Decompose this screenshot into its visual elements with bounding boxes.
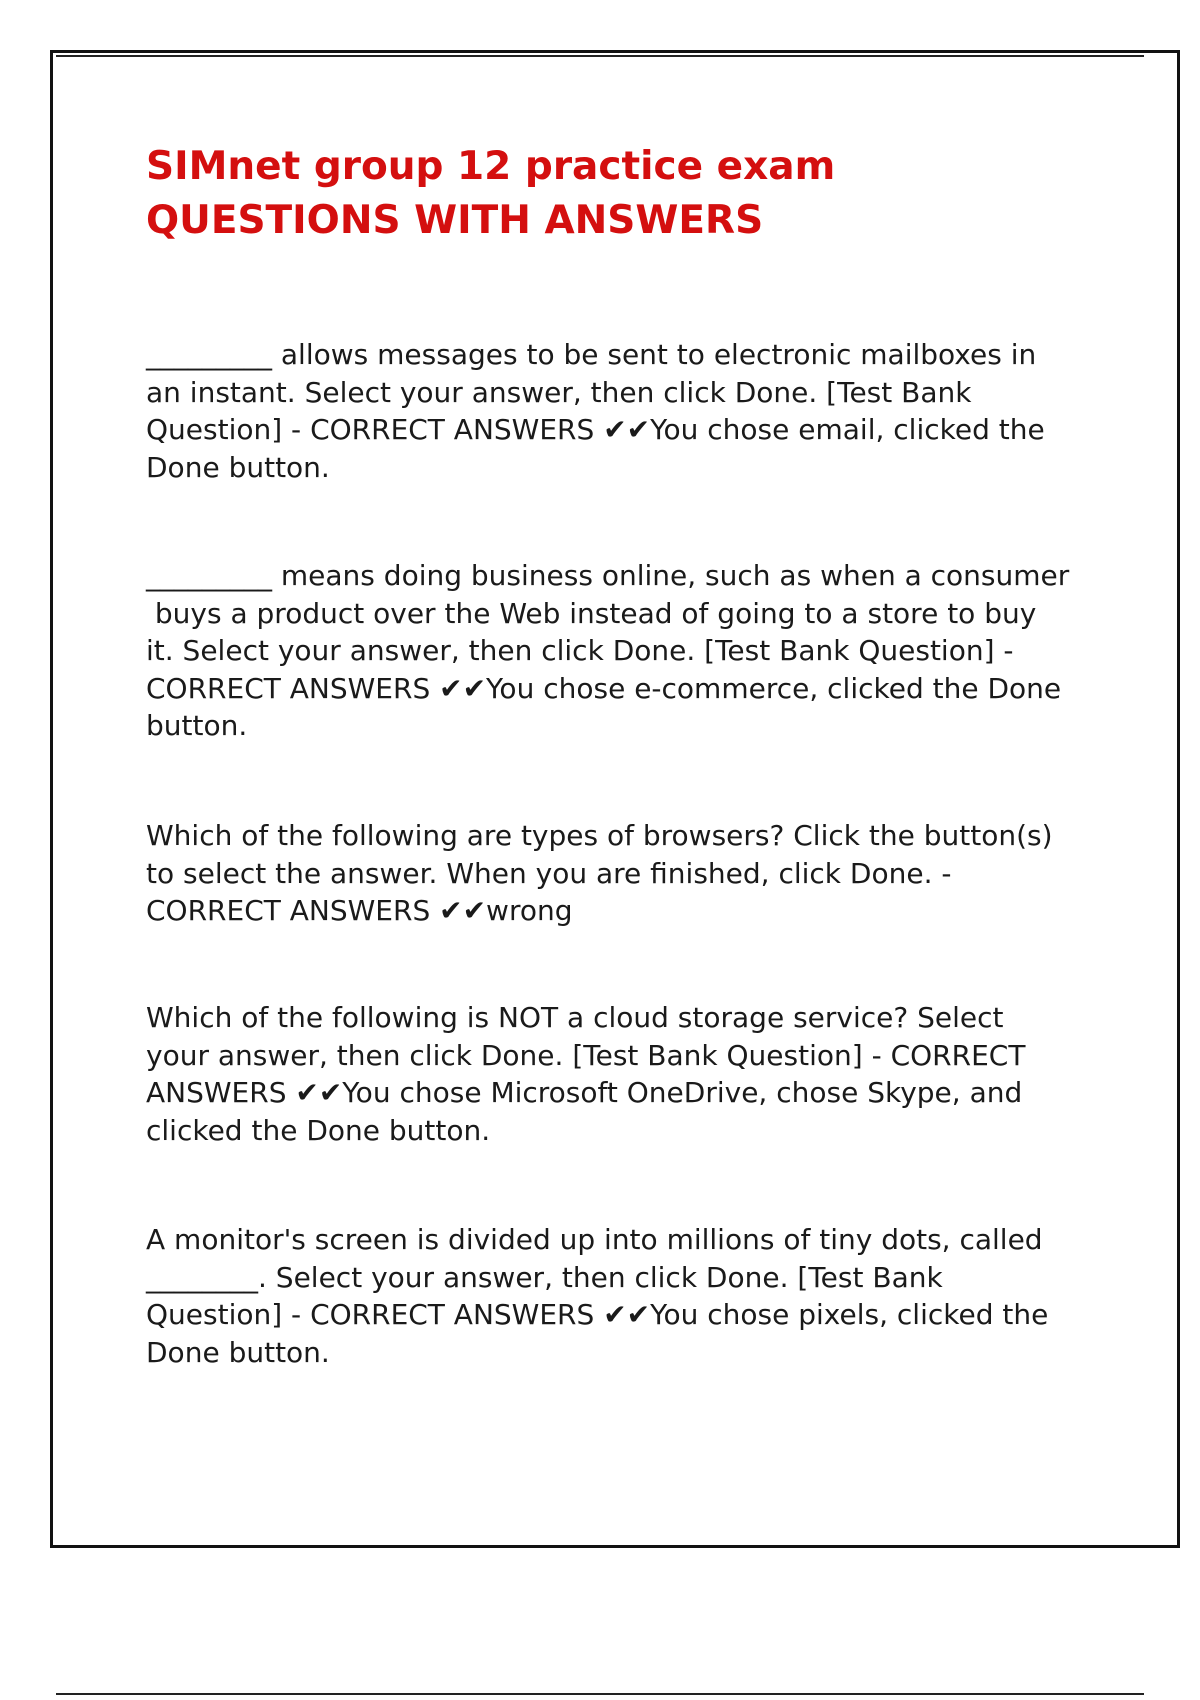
header-rule: [56, 55, 1144, 57]
qa-line: Done button.: [146, 1335, 330, 1369]
title-line: QUESTIONS WITH ANSWERS: [146, 198, 764, 243]
qa-line: CORRECT ANSWERS ✔✔You chose e-commerce, clicked the Done: [146, 671, 1062, 705]
qa-line: it. Select your answer, then click Done. [Test Bank Question] -: [146, 634, 1014, 667]
qa-line: _________ allows messages to be sent to electronic mailboxes in: [146, 338, 1037, 371]
qa-line: _________ means doing business online, such as when a consumer: [146, 559, 1070, 592]
document-title: [146, 140, 835, 248]
qa-item-4: [146, 999, 1096, 1149]
qa-line: Question] - CORRECT ANSWERS ✔✔You chose email, clicked the: [146, 413, 1045, 446]
qa-line: Question] - CORRECT ANSWERS ✔✔You chose pixels, clicked the: [146, 1298, 1049, 1331]
qa-item-2: [146, 557, 1096, 745]
qa-line: Which of the following is NOT a cloud storage service? Select: [146, 1001, 1004, 1034]
qa-line: ANSWERS ✔✔You chose Microsoft OneDrive, chose Skype, and: [146, 1076, 1023, 1109]
qa-line: your answer, then click Done. [Test Bank Question] - CORRECT: [146, 1038, 1026, 1072]
qa-line: to select the answer. When you are finished, click Done. -: [146, 856, 952, 890]
qa-line: A monitor's screen is divided up into millions of tiny dots, called: [146, 1223, 1043, 1256]
qa-line: an instant. Select your answer, then click Done. [Test Bank: [146, 375, 972, 409]
qa-line: Which of the following are types of browsers? Click the button(s): [146, 819, 1053, 852]
qa-line: button.: [146, 709, 248, 742]
title-line: SIMnet group 12 practice exam: [146, 144, 836, 189]
qa-item-3: [146, 817, 1096, 930]
qa-line: CORRECT ANSWERS ✔✔wrong: [146, 894, 573, 927]
footer-rule: [56, 1693, 1144, 1695]
qa-line: clicked the Done button.: [146, 1113, 491, 1147]
qa-item-5: [146, 1221, 1096, 1371]
qa-line: ________. Select your answer, then click Done. [Test Bank: [146, 1260, 943, 1294]
qa-line: Done button.: [146, 450, 330, 484]
qa-item-1: [146, 336, 1096, 486]
qa-line: buys a product over the Web instead of going to a store to buy: [146, 596, 1037, 630]
